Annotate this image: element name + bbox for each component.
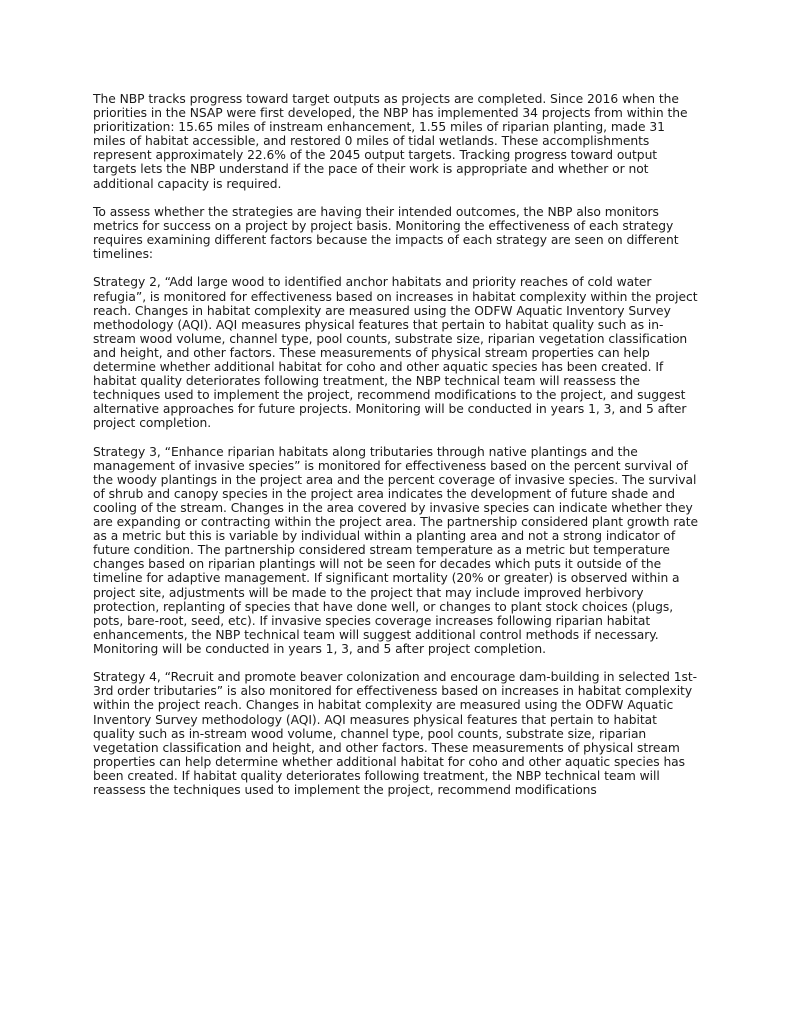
paragraph-monitoring-overview: To assess whether the strategies are having their intended outcomes, the NBP also monitors metrics for success on a project by project basis. Monitoring the effectiveness of each strategy requires examining different factors because the impacts of each strategy are seen on different timelines: (93, 204, 679, 262)
paragraph-strategy-2: Strategy 2, “Add large wood to identified anchor habitats and priority reaches of cold water refugia”, is monitored for effectiveness based on increases in habitat complexity within the project reach. Changes in habitat complexity are measured using the ODFW Aquatic Inventory Survey methodology (AQI). AQI measures physical features that pertain to habitat quality such as in-stream wood volume, channel type, pool counts, substrate size, riparian vegetation classification and height, and other factors. These measurements of physical stream properties can help determine whether additional habitat for coho and other aquatic species has been created. If habitat quality deteriorates following treatment, the NBP technical team will reassess the techniques used to implement the project, recommend modifications to the project, and suggest alternative approaches for future projects. Monitoring will be conducted in years 1, 3, and 5 after project completion. (93, 275, 698, 431)
document-body (93, 92, 701, 797)
paragraph-progress-tracking: The NBP tracks progress toward target outputs as projects are completed. Since 2016 when the priorities in the NSAP were first developed, the NBP has implemented 34 projects from within the prioritization: 15.65 miles of instream enhancement, 1.55 miles of riparian planting, made 31 miles of habitat accessible, and restored 0 miles of tidal wetlands. These accomplishments represent approximately 22.6% of the 2045 output targets. Tracking progress toward output targets lets the NBP understand if the pace of their work is appropriate and whether or not additional capacity is required. (93, 92, 688, 191)
paragraph-strategy-3: Strategy 3, “Enhance riparian habitats along tributaries through native plantings and the management of invasive species” is monitored for effectiveness based on the percent survival of the woody plantings in the project area and the percent coverage of invasive species. The survival of shrub and canopy species in the project area indicates the development of future shade and cooling of the stream. Changes in the area covered by invasive species can indicate whether they are expanding or contracting within the project area. The partnership considered plant growth rate as a metric but this is variable by individual within a planting area and not a strong indicator of future condition. The partnership considered stream temperature as a metric but temperature changes based on riparian plantings will not be seen for decades which puts it outside of the timeline for adaptive management. If significant mortality (20% or greater) is observed within a project site, adjustments will be made to the project that may include improved herbivory protection, replanting of species that have done well, or changes to plant stock choices (plugs, pots, bare-root, seed, etc). If invasive species coverage increases following riparian habitat enhancements, the NBP technical team will suggest additional control methods if necessary. Monitoring will be conducted in years 1, 3, and 5 after project completion. (93, 444, 699, 656)
paragraph-strategy-4: Strategy 4, “Recruit and promote beaver colonization and encourage dam-building in selected 1st-3rd order tributaries” is also monitored for effectiveness based on increases in habitat complexity within the project reach. Changes in habitat complexity are measured using the ODFW Aquatic Inventory Survey methodology (AQI). AQI measures physical features that pertain to habitat quality such as in-stream wood volume, channel type, pool counts, substrate size, riparian vegetation classification and height, and other factors. These measurements of physical stream properties can help determine whether additional habitat for coho and other aquatic species has been created. If habitat quality deteriorates following treatment, the NBP technical team will reassess the techniques used to implement the project, recommend modifications (93, 670, 697, 797)
